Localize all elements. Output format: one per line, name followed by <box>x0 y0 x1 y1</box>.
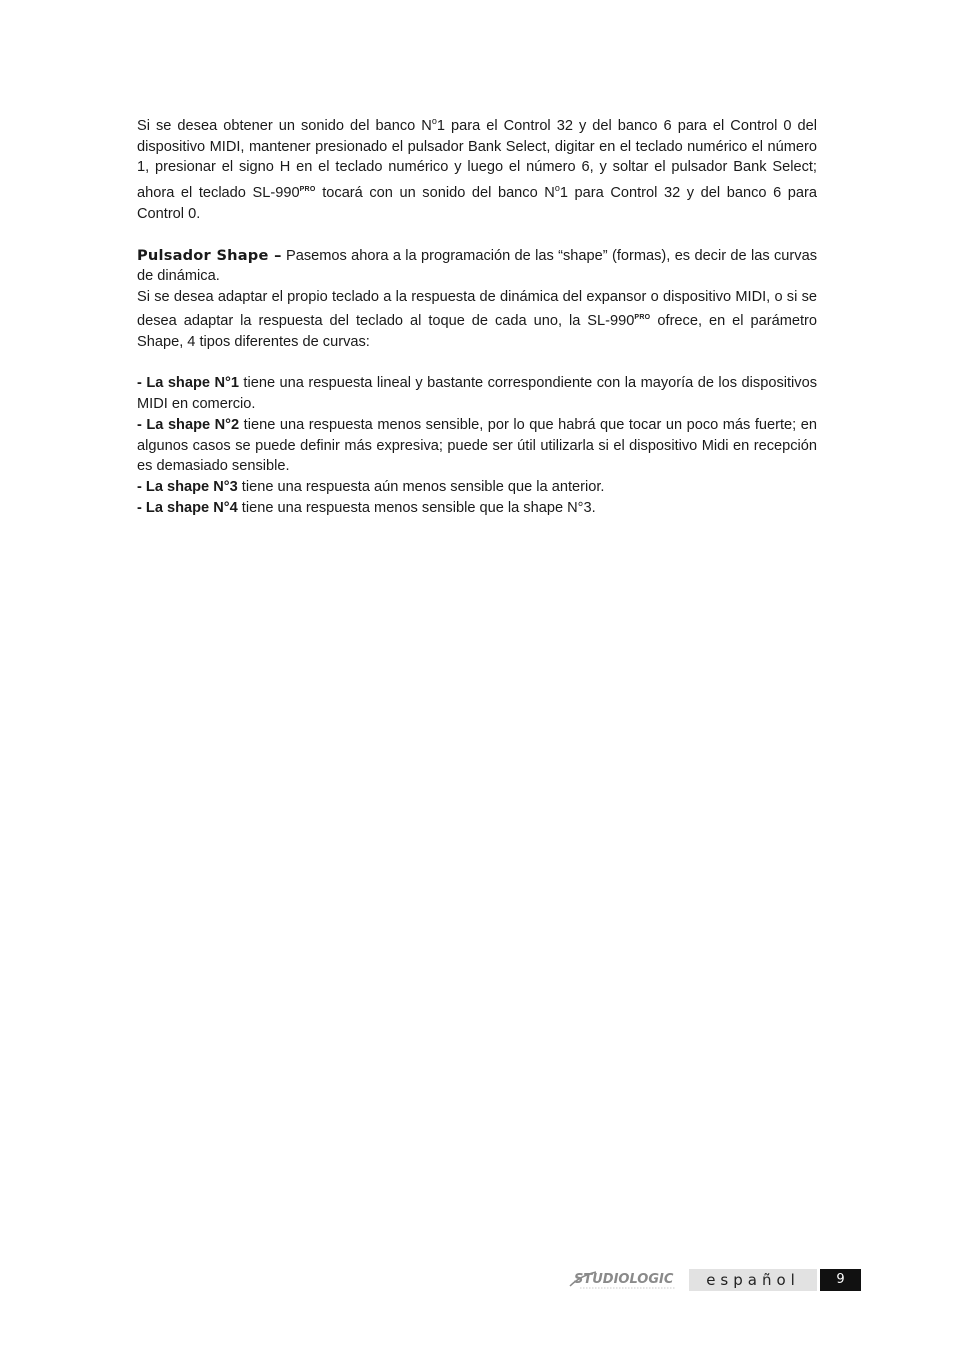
ordinal-mark: o <box>431 116 437 126</box>
text-run: ofrece, en el parámetro Shape, 4 tipos diferentes de curvas: <box>137 312 817 350</box>
shape-description: tiene una respuesta aún menos sensible que la anterior. <box>237 479 605 496</box>
shape-label: - La shape N°2 <box>137 416 240 433</box>
spacer <box>137 352 817 373</box>
list-item <box>137 477 817 498</box>
spacer <box>137 225 817 246</box>
studiologic-logo <box>566 1266 682 1292</box>
text-run: tocará con un sonido del banco N <box>315 185 555 202</box>
text-run: Si se desea adaptar el propio teclado a la respuesta de dinámica del expansor o dispositivo MIDI, o si se desea adaptar la respuesta del teclado al toque de cada uno, la SL-990 <box>137 289 817 329</box>
ordinal-mark: o <box>554 183 560 194</box>
language-label: español <box>689 1269 817 1291</box>
shape-description: tiene una respuesta lineal y bastante correspondiente con la mayoría de los dispositivos MIDI en comercio. <box>137 375 817 412</box>
paragraph-shape-adapt <box>137 287 817 352</box>
shape-label: - La shape N°1 <box>137 375 239 392</box>
list-item <box>137 415 817 477</box>
shape-list <box>137 373 817 519</box>
shape-description: tiene una respuesta menos sensible, por lo que habrá que tocar un poco más fuerte; en algunos casos se puede definir más expresiva; puede ser útil utilizarla si el dispositivo Midi en recepción es demasiado sensible. <box>137 416 817 475</box>
pro-superscript: PRO <box>634 313 651 321</box>
list-item <box>137 373 817 415</box>
shape-label: - La shape N°4 <box>137 499 238 516</box>
pro-superscript: PRO <box>299 186 316 194</box>
paragraph-shape-intro <box>137 246 817 288</box>
text-run: Si se desea obtener un sonido del banco N <box>137 117 432 134</box>
shape-label: - La shape N°3 <box>137 479 238 496</box>
shape-description: tiene una respuesta menos sensible que la shape N°3. <box>237 499 596 516</box>
section-heading: Pulsador Shape – <box>137 246 282 264</box>
page-number: 9 <box>820 1269 861 1291</box>
paragraph-bank-select <box>137 111 817 225</box>
text-run: 1 para el Control 32 y del banco 6 para el Control 0 del dispositivo MIDI, mantener presionado el pulsador Bank Select, digitar en el teclado numérico el número 1, presionar el signo H en el teclado numérico y luego el número 6, y soltar el pulsador Bank Select; ahora el teclado SL-990 <box>137 117 817 202</box>
svg-text:STUDIOLOGIC: STUDIOLOGIC <box>574 1272 674 1287</box>
list-item <box>137 498 817 519</box>
document-body <box>137 111 817 519</box>
text-run: 1 para Control 32 y del banco 6 para Control 0. <box>137 185 817 222</box>
text-run: Pasemos ahora a la programación de las “shape” (formas), es decir de las curvas de dinámica. <box>137 247 817 285</box>
